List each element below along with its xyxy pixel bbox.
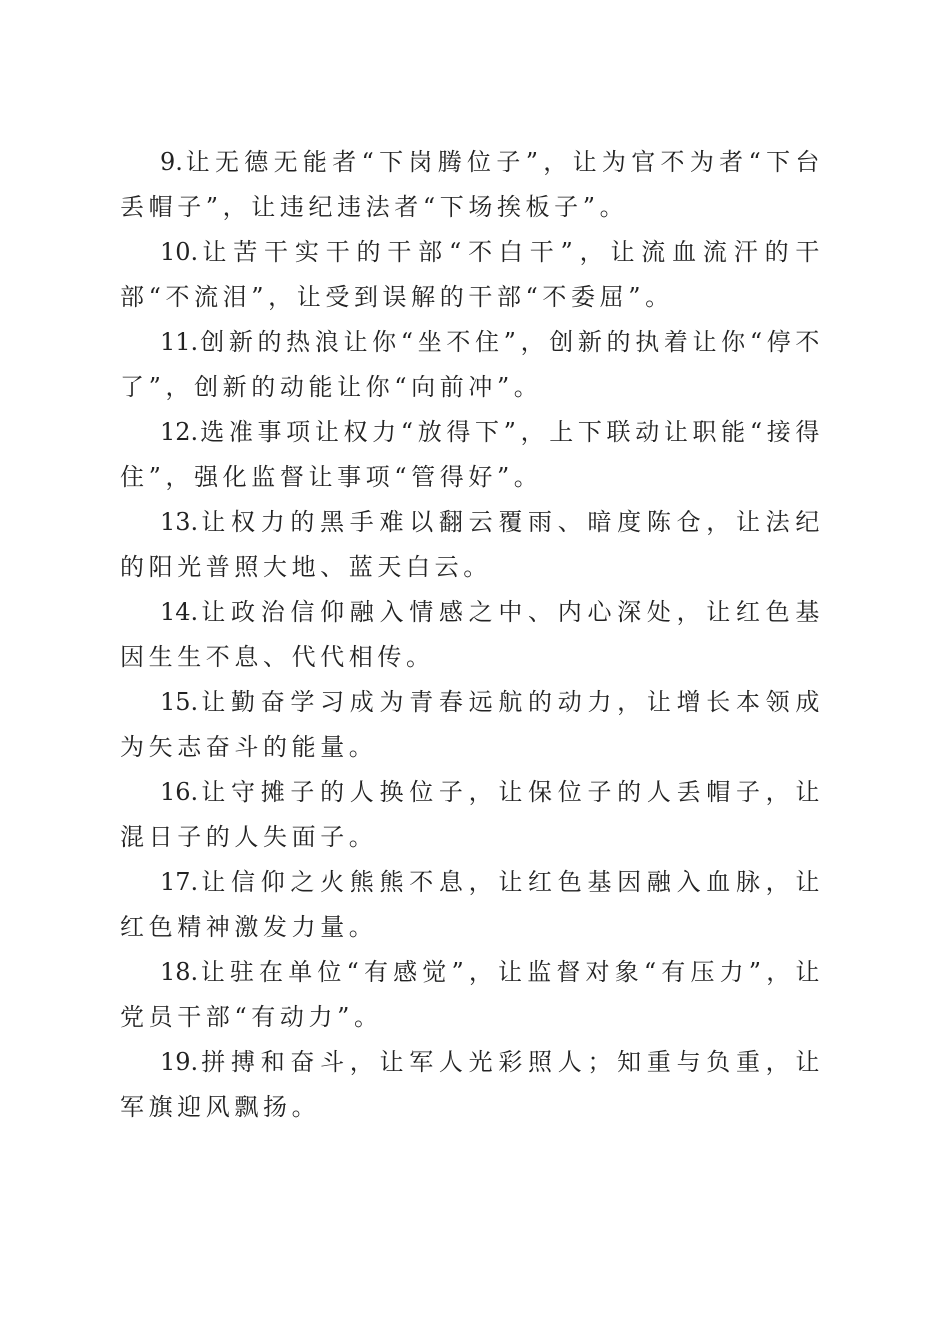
item-text: 让驻在单位“有感觉”，让监督对象“有压力”，让党员干部“有动力”。 [120,958,824,1031]
list-item [120,410,824,500]
item-text: 让政治信仰融入情感之中、内心深处，让红色基因生生不息、代代相传。 [120,598,824,671]
item-text: 拼搏和奋斗，让军人光彩照人；知重与负重，让军旗迎风飘扬。 [120,1048,824,1121]
list-item [120,770,824,860]
item-text: 让信仰之火熊熊不息，让红色基因融入血脉，让红色精神激发力量。 [120,868,824,941]
list-item [120,500,824,590]
list-item [120,230,824,320]
item-number: 16. [160,778,199,806]
item-text: 让无德无能者“下岗腾位子”，让为官不为者“下台丢帽子”，让违纪违法者“下场挨板子”。 [120,148,824,221]
item-number: 9. [160,148,183,176]
item-number: 14. [160,598,199,626]
item-number: 15. [160,688,199,716]
item-text: 让苦干实干的干部“不白干”，让流血流汗的干部“不流泪”，让受到误解的干部“不委屈”。 [120,238,824,311]
document-body [120,140,824,1130]
list-item [120,140,824,230]
item-text: 让勤奋学习成为青春远航的动力，让增长本领成为矢志奋斗的能量。 [120,688,824,761]
item-number: 10. [160,238,199,266]
list-item [120,320,824,410]
item-number: 13. [160,508,199,536]
item-number: 12. [160,418,199,446]
item-text: 选准事项让权力“放得下”，上下联动让职能“接得住”，强化监督让事项“管得好”。 [120,418,824,491]
item-number: 11. [160,328,199,356]
item-text: 让权力的黑手难以翻云覆雨、暗度陈仓，让法纪的阳光普照大地、蓝天白云。 [120,508,824,581]
item-number: 19. [160,1048,199,1076]
list-item [120,950,824,1040]
list-item [120,680,824,770]
list-item [120,1040,824,1130]
list-item [120,590,824,680]
item-text: 让守摊子的人换位子，让保位子的人丢帽子，让混日子的人失面子。 [120,778,824,851]
item-number: 18. [160,958,199,986]
item-text: 创新的热浪让你“坐不住”，创新的执着让你“停不了”，创新的动能让你“向前冲”。 [120,328,824,401]
list-item [120,860,824,950]
item-number: 17. [160,868,199,896]
